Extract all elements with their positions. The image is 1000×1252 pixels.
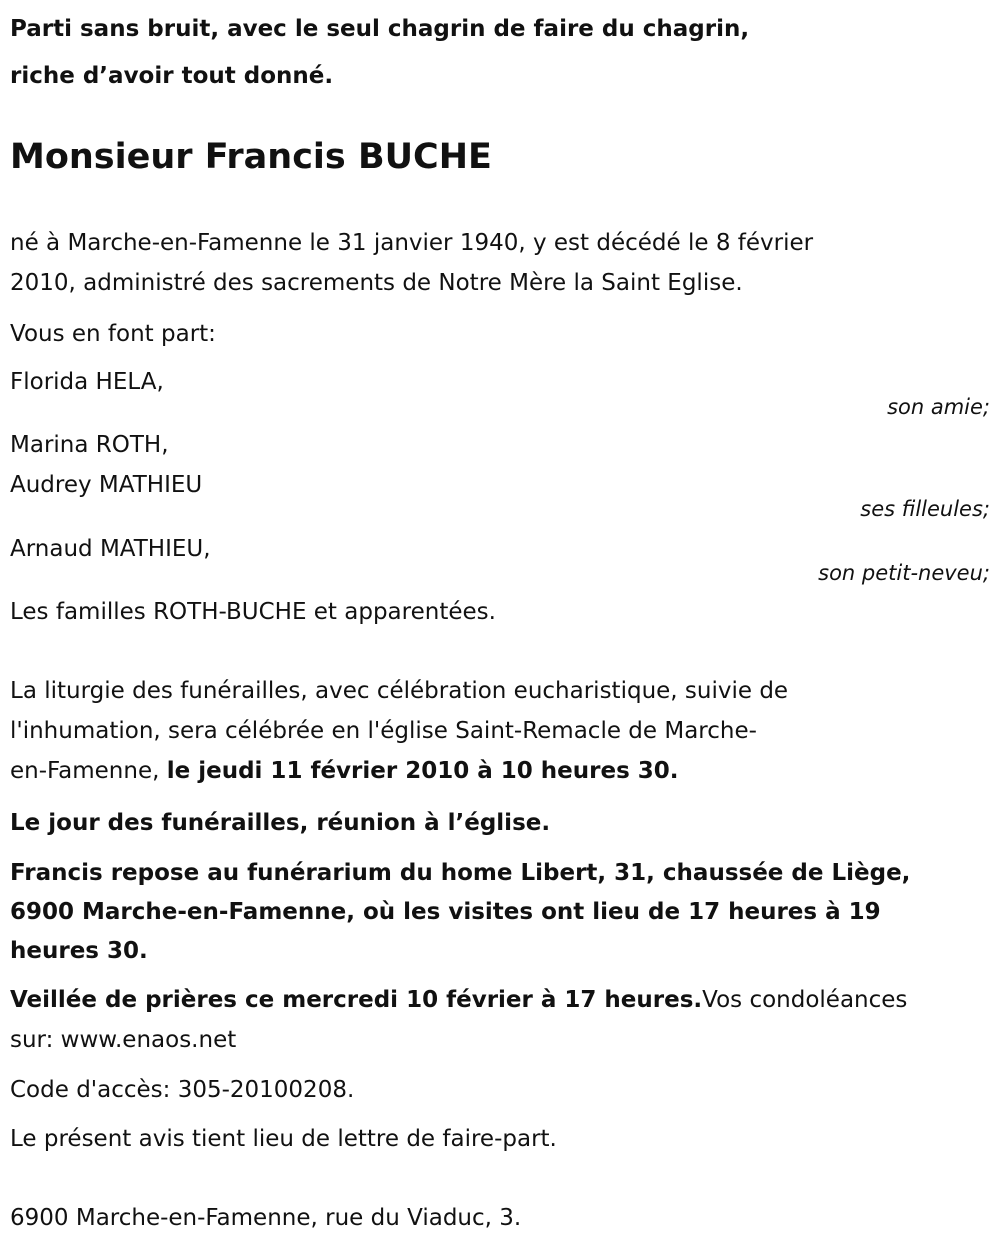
families: Les familles ROTH-BUCHE et apparentées. — [10, 599, 496, 625]
liturgy-plain: en-Famenne, — [10, 758, 167, 784]
family-name: Audrey MATHIEU — [10, 472, 203, 498]
epigraph-line: riche d’avoir tout donné. — [10, 63, 334, 89]
liturgy-line: l'inhumation, sera célébrée en l'église Saint-Remacle de Marche- — [10, 718, 757, 744]
family-name: Florida HELA, — [10, 369, 164, 395]
repose-line: Francis repose au funérarium du home Libert, 31, chaussée de Liège, — [10, 860, 911, 886]
family-name: Arnaud MATHIEU, — [10, 536, 211, 562]
liturgy-date: le jeudi 11 février 2010 à 10 heures 30. — [166, 758, 679, 784]
vigil-line — [10, 985, 907, 1015]
announce: Vous en font part: — [10, 321, 216, 347]
family-name: Marina ROTH, — [10, 432, 169, 458]
repose-line: 6900 Marche-en-Famenne, où les visites ont lieu de 17 heures à 19 — [10, 899, 881, 925]
vigil-plain: Vos condoléances — [702, 987, 908, 1013]
vigil-bold: Veillée de prières ce mercredi 10 février à 17 heures. — [10, 987, 703, 1013]
intro-line: 2010, administré des sacrements de Notre Mère la Saint Eglise. — [10, 270, 743, 296]
condolences-link[interactable]: sur: www.enaos.net — [10, 1027, 237, 1053]
access-code: Code d'accès: 305-20100208. — [10, 1077, 355, 1103]
deceased-name: Monsieur Francis BUCHE — [10, 137, 492, 177]
family-relation: son petit-neveu; — [818, 561, 990, 585]
family-relation: son amie; — [887, 395, 990, 419]
intro-line: né à Marche-en-Famenne le 31 janvier 1940, y est décédé le 8 février — [10, 230, 814, 256]
liturgy-line: La liturgie des funérailles, avec célébration eucharistique, suivie de — [10, 678, 789, 704]
address: 6900 Marche-en-Famenne, rue du Viaduc, 3. — [10, 1205, 522, 1231]
notice: Le présent avis tient lieu de lettre de faire-part. — [10, 1126, 557, 1152]
liturgy-line — [10, 756, 679, 786]
meeting: Le jour des funérailles, réunion à l’église. — [10, 810, 551, 836]
epigraph-line: Parti sans bruit, avec le seul chagrin de faire du chagrin, — [10, 16, 750, 42]
repose-line: heures 30. — [10, 938, 148, 964]
family-relation: ses filleules; — [860, 497, 990, 521]
